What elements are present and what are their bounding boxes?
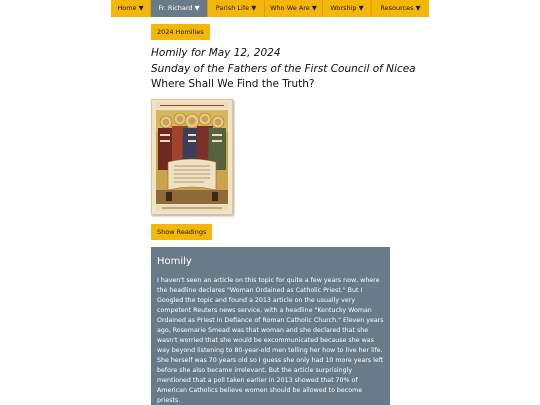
main-navigation bbox=[111, 0, 429, 17]
icon-image bbox=[151, 99, 233, 215]
homily-panel bbox=[151, 247, 390, 405]
nav-worship[interactable]: Worship ▼ bbox=[323, 0, 372, 17]
show-readings-button[interactable]: Show Readings bbox=[151, 224, 212, 240]
homily-title: Where Shall We Find the Truth? bbox=[151, 78, 315, 90]
homily-date: Homily for May 12, 2024 bbox=[151, 47, 281, 59]
homily-occasion: Sunday of the Fathers of the First Council of Nicea bbox=[151, 63, 416, 75]
nav-parish-life[interactable]: Parish Life ▼ bbox=[208, 0, 265, 17]
panel-heading: Homily bbox=[157, 256, 192, 267]
nav-resources[interactable]: Resources ▼ bbox=[380, 4, 421, 12]
homilies-2024-button[interactable]: 2024 Homilies bbox=[151, 24, 210, 40]
nav-who-we-are[interactable]: Who We Are ▼ bbox=[265, 0, 323, 17]
homily-body-text: I haven't seen an article on this topic for quite a few years now, where the headline declares "Woman Ordained as Catholic Priest." But I Googled the topic and found a 2013 article on the usually very competent Reuters news service, with a headline "Kentucky Woman Ordained as Priest in Defiance of Roman Catholic Church." Eleven years ago, Rosemarie Smead was that woman and she declared that she wasn't worried that she would be excommunicated because she was way beyond listening to 80-year-old men telling her how to live her life. She herself was 70 years old so I guess she only had 10 more years left before she also became irrelevant. But the article surprisingly mentioned that a poll taken earlier in 2013 showed that 70% of American Catholics believe women should be allowed to become priests. bbox=[157, 277, 384, 404]
council-icon-artwork bbox=[152, 100, 232, 214]
nav-fr-richard[interactable]: Fr. Richard ▼ bbox=[151, 0, 208, 17]
nav-home[interactable]: Home ▼ bbox=[111, 0, 151, 17]
